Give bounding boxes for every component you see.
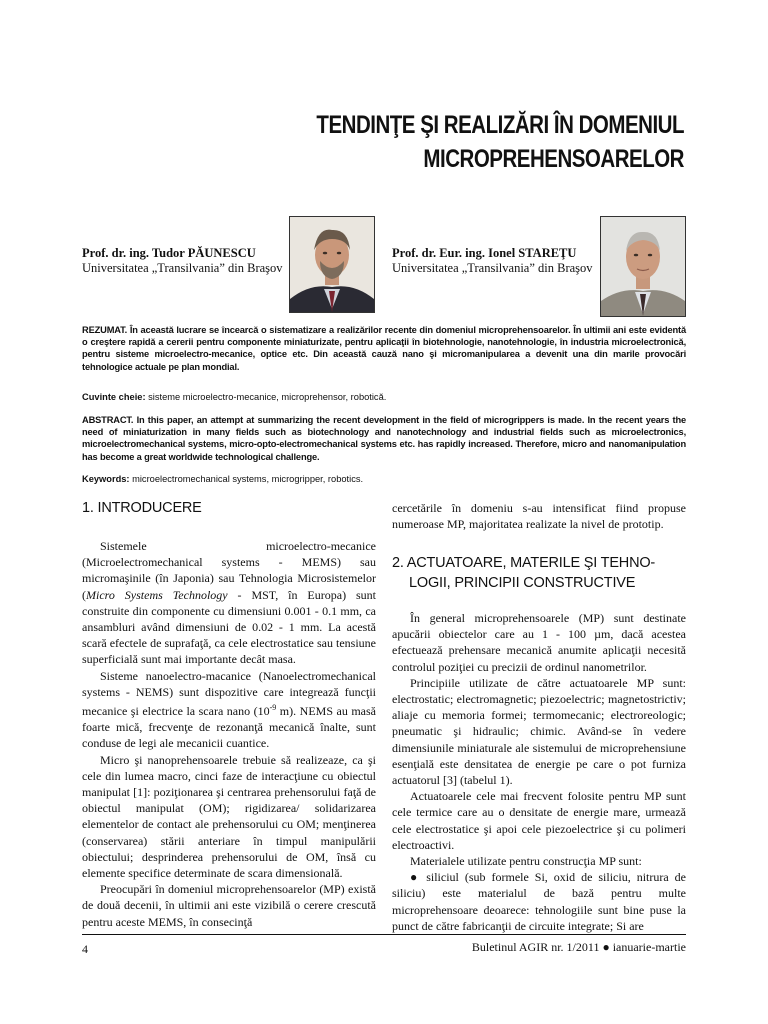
- journal-info: Buletinul AGIR nr. 1/2011 ● ianuarie-martie: [471, 940, 686, 954]
- author-2-affiliation: Universitatea „Transilvania” din Braşov: [392, 261, 593, 275]
- right-column-continued: [392, 500, 686, 532]
- page-number: 4: [82, 942, 88, 956]
- paragraph: cercetările în domeniu s-au intensificat fiind propuse numeroase MP, majoritatea realizate la nivel de prototip.: [392, 501, 686, 532]
- author-1: [82, 246, 292, 276]
- author-2-photo: [600, 216, 686, 317]
- abstract: [82, 414, 686, 463]
- mst-italic: Micro Systems Technology: [86, 587, 228, 602]
- left-column: [82, 538, 376, 930]
- author-2: [392, 246, 602, 276]
- author-1-name: Prof. dr. ing. Tudor PĂUNESCU: [82, 246, 256, 260]
- paragraph: În general microprehensoarele (MP) sunt destinate apucării obiectelor care au 1 - 100 µm, dacă acestea efectuează prehensare mecanică anumite aplicaţii necesită controlul poziţiei cu precizii de ordinul nanometrilor.: [392, 611, 686, 674]
- paragraph: Principiile utilizate de către actuatoarele MP sunt: electrostatic; electromagnetic; piezoelectric; magnetostrictiv; aliaje cu memoria formei; termomecanic; electroreologic; pneumatic şi hidraulic; chimic. Având-se în vedere dimensiunile miniaturale ale sistemului de microprehensiune esenţială este densitatea de energie pe care o pot furniza actuatorul [3] (tabelul 1).: [392, 675, 686, 788]
- cuvinte-cheie-text: sisteme microelectro-mecanice, microprehensor, robotică.: [148, 392, 387, 402]
- rezumat-text: În această lucrare se încearcă o sistematizare a realizărilor recente din domeniul microprehensoarelor. În ultimii ani este evidentă o creştere rapidă a cererii pentru componente miniaturizate, pentru aplicaţii în biotehnologie, nanotehnologie, în industria microelectronică, pentru sisteme microelectro-mecanice, optice etc. Din această cauză nano şi micromanipularea a devenit una din marile provocări tehnologice actuale pe plan mondial.: [82, 325, 686, 372]
- title-line-2: MICROPREHENSOARELOR: [423, 145, 684, 173]
- title-line-1: TENDINŢE ŞI REALIZĂRI ÎN DOMENIUL: [316, 111, 684, 139]
- keywords-text: microelectromechanical systems, microgripper, robotics.: [132, 474, 364, 484]
- cuvinte-cheie-label: Cuvinte cheie:: [82, 392, 146, 402]
- paper-title: [159, 108, 684, 176]
- abstract-text: In this paper, an attempt at summarizing the recent development in the field of microgrippers is made. In the recent years the need of miniaturization in many fields such as biotechnology and nanotechnology and industrial fields such as microelectronics, microelectromechanical systems, micro-opto-electromechanical systems etc. has rapidly increased. Therefore, micro and nanomanipulation has become a great worldwide technological challenge.: [82, 415, 686, 462]
- rezumat-label: REZUMAT.: [82, 325, 128, 335]
- right-column: [392, 610, 686, 934]
- paragraph: Actuatoarele cele mai frecvent folosite pentru MP sunt cele termice care au o densitate de energie mare, urmează cele electrostatice şi apoi cele piezoelectrice şi cu polimeri electroactivi.: [392, 789, 686, 852]
- paragraph: Sistemele microelectro-mecanice (Microelectromechanical systems - MEMS) sau micromaşinile (în Japonia) sau Tehnologia Microsistemelor (Micro Systems Technology - MST, în Europa) sunt construite din componente cu dimensiuni 0.001 - 0.1 mm, ca ansambluri având dimensiuni de 0.02 - 1 mm. La acestă scară efectele de suprafaţă, ca cele electrostatice sau tensiune superficială sunt mai importante decât masa.: [82, 539, 376, 667]
- paragraph: Preocupări în domeniul microprehensoarelor (MP) există de două decenii, în ultimii ani este vizibilă o cerere crescută pentru aceste MEMS, în consecinţă: [82, 882, 376, 929]
- paragraph: Sisteme nanoelectro-macanice (Nanoelectromechanical systems - NEMS) sunt dispozitive care integrează funcţii mecanice şi electrice la scara nano ($10^{-9}$ m). NEMS au masă foarte mică, frecvenţe de rezonanţă mecanică înalte, sunt conduse de legi ale mecanicii cuantice.: [82, 668, 376, 751]
- section-1-heading: 1. INTRODUCERE: [82, 500, 202, 516]
- keywords-label: Keywords:: [82, 474, 130, 484]
- section-2-heading: 2. ACTUATOARE, MATERILE ŞI TEHNO- LOGII, PRINCIPII CONSTRUCTIVE: [392, 555, 656, 591]
- rezumat: [82, 324, 686, 373]
- author-1-photo: [289, 216, 375, 313]
- cuvinte-cheie: [82, 392, 686, 402]
- keywords: [82, 474, 686, 484]
- paragraph: Micro şi nanoprehensoarele trebuie să realizeaze, ca şi cele din lumea macro, cinci faze de interacţiune cu obiectul manipulat [1]: poziţionarea şi centrarea prehensorului faţă de obiectul manipulat (OM); rigidizarea/ solidarizarea elementelor de contact ale prehensorului cu OM; menţinerea (conservarea) stării anteriare în timpul manipulării obiectului; desprinderea prehensorului de OM, însă cu elemente specifice determinate de scara dimensională.: [82, 752, 376, 881]
- author-2-name: Prof. dr. Eur. ing. Ionel STAREŢU: [392, 246, 577, 260]
- paragraph: Materialele utilizate pentru construcţia MP sunt:: [410, 854, 642, 869]
- author-1-affiliation: Universitatea „Transilvania” din Braşov: [82, 261, 283, 275]
- paragraph: ● siliciul (sub formele Si, oxid de siliciu, nitrura de siliciu) este materialul de bază pentru multe microprehensoare deoarece: tehnologiile sunt bine puse la punct de către fabricanţii de circuite integrate; Si are: [392, 870, 686, 933]
- abstract-label: ABSTRACT.: [82, 415, 134, 425]
- footer-divider: [82, 934, 686, 935]
